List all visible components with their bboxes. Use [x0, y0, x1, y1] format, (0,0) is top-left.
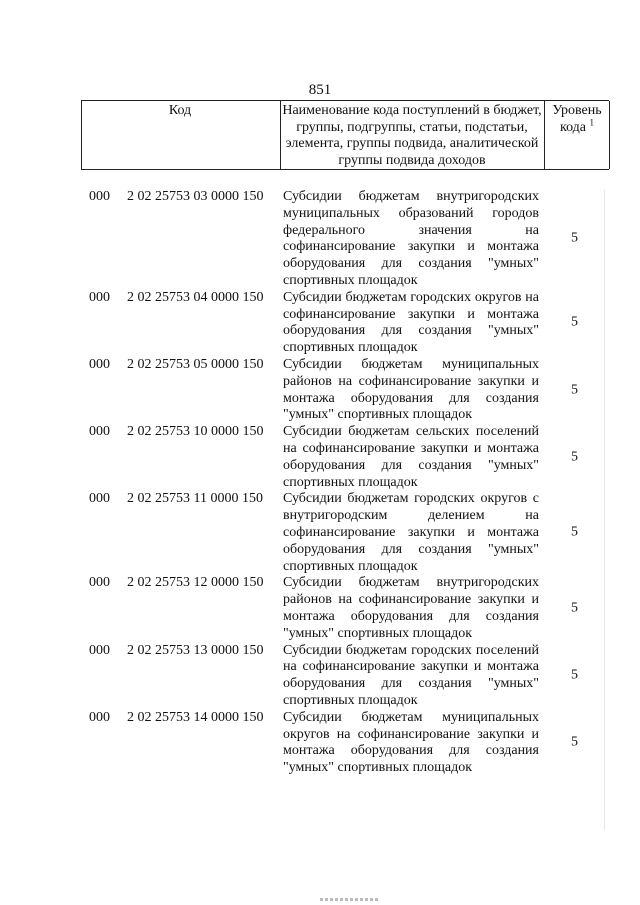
code-level: 5	[571, 524, 578, 540]
revenue-code: 2 02 25753 04 0000 150	[127, 289, 264, 305]
revenue-code: 2 02 25753 12 0000 150	[127, 575, 264, 591]
revenue-name: Субсидии бюджетам внутригородских муниципальных образований городов федерального значения на софинансирование закупки и монтажа оборудования для создания "умных" спортивных площадок	[283, 189, 539, 288]
table-row	[81, 357, 609, 424]
revenue-code: 2 02 25753 03 0000 150	[127, 189, 264, 204]
table-row	[81, 643, 609, 710]
revenue-name: Субсидии бюджетам муниципальных округов на софинансирование закупки и монтажа оборудования для создания "умных" спортивных площадок	[283, 709, 539, 776]
table-row	[81, 710, 609, 777]
admin-code: 000	[89, 189, 110, 204]
admin-code: 000	[89, 356, 110, 372]
table-border-right	[609, 101, 610, 169]
revenue-name: Субсидии бюджетам муниципальных районов на софинансирование закупки и монтажа оборудования для создания "умных" спортивных площадок	[283, 356, 539, 423]
revenue-name: Субсидии бюджетам сельских поселений на софинансирование закупки и монтажа оборудования для создания "умных" спортивных площадок	[283, 424, 539, 490]
revenue-name: Субсидии бюджетам городских округов на софинансирование закупки и монтажа оборудования для создания "умных" спортивных площадок	[283, 289, 539, 356]
scan-artifact	[320, 898, 380, 901]
code-level: 5	[571, 382, 578, 398]
code-level: 5	[571, 314, 578, 330]
scan-edge	[604, 190, 605, 830]
revenue-code: 2 02 25753 13 0000 150	[127, 642, 264, 658]
revenue-code: 2 02 25753 14 0000 150	[127, 709, 264, 725]
header-level	[545, 103, 609, 136]
code-level: 5	[571, 230, 578, 246]
table-row	[81, 290, 609, 357]
admin-code: 000	[89, 575, 110, 591]
header-code: Код	[168, 103, 192, 118]
table-row	[81, 189, 609, 290]
code-level: 5	[571, 734, 578, 750]
revenue-code: 2 02 25753 10 0000 150	[127, 424, 264, 440]
revenue-name: Субсидии бюджетам городских округов с внутригородским делением на софинансирование закупки и монтажа оборудования для создания "умных" спортивных площадок	[283, 491, 539, 574]
revenue-code: 2 02 25753 05 0000 150	[127, 356, 264, 372]
table-row	[81, 575, 609, 642]
revenue-code: 2 02 25753 11 0000 150	[127, 491, 263, 507]
admin-code: 000	[89, 424, 110, 440]
footnote-marker: 1	[589, 116, 595, 127]
code-level: 5	[571, 449, 578, 465]
table-row	[81, 424, 609, 491]
revenue-name: Субсидии бюджетам городских поселений на софинансирование закупки и монтажа оборудования для создания "умных" спортивных площадок	[283, 642, 539, 708]
admin-code: 000	[89, 289, 110, 305]
table-body	[81, 189, 609, 777]
code-level: 5	[571, 667, 578, 683]
admin-code: 000	[89, 642, 110, 658]
page-number: 851	[308, 82, 332, 98]
header-level-label: Уровень кода	[552, 103, 602, 135]
revenue-name: Субсидии бюджетам внутригородских районов на софинансирование закупки и монтажа оборудования для создания "умных" спортивных площадок	[283, 575, 539, 641]
header-name: Наименование кода поступлений в бюджет, группы, подгруппы, статьи, подстатьи, элемента, группы подвида, аналитической группы подвида доходов	[282, 103, 542, 168]
table-row	[81, 491, 609, 575]
admin-code: 000	[89, 491, 110, 507]
table-header	[81, 100, 609, 170]
admin-code: 000	[89, 709, 110, 725]
code-level: 5	[571, 600, 578, 616]
